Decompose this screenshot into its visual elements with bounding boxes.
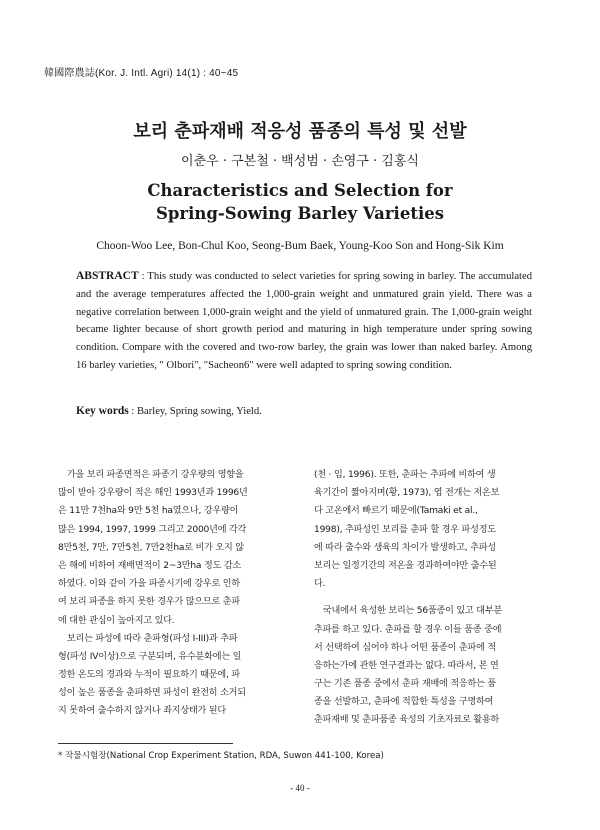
page-number: - 40 -: [290, 783, 310, 793]
body-line: 지 못하여 출수하지 않거나 좌지상태가 된다: [58, 706, 226, 717]
footnote-divider: [58, 743, 233, 744]
body-line: (천 · 임, 1996). 또한, 춘파는 추파에 비하여 생: [314, 470, 496, 480]
body-line: 에 대한 관심이 높아지고 있다.: [58, 615, 175, 626]
body-right-column: [314, 466, 550, 730]
keywords-text: : Barley, Spring sowing, Yield.: [128, 406, 262, 417]
journal-header: 韓國際農誌(Kor. J. Intl. Agri) 14(1) : 40~45: [44, 68, 239, 79]
body-line: 성이 높은 품종을 춘파하면 파성이 완전히 소거되: [58, 688, 246, 699]
body-line: 구는 기존 품종 중에서 춘파 재배에 적응하는 품: [314, 679, 496, 690]
english-title: [0, 179, 600, 225]
body-line: 춘파재배 및 춘파품종 육성의 기초자료로 활용하: [314, 715, 500, 726]
body-line: 많은 1994, 1997, 1999 그리고 2000년에 각각: [58, 524, 247, 535]
english-title-line-2: Spring-Sowing Barley Varieties: [155, 204, 444, 223]
body-line: 8만5천, 7만, 7만5천, 7만2천ha로 비가 오지 않: [58, 542, 244, 553]
body-line: 형(파성 IV이상)으로 구분되며, 유수분화에는 일: [58, 651, 242, 662]
korean-title: 보리 춘파재배 적응성 품종의 특성 및 선발: [133, 121, 467, 142]
body-line: 가을 보리 파종면적은 파종기 강우량의 영향을: [58, 470, 244, 480]
body-line: 종을 선발하고, 춘파에 적합한 특성을 구명하여: [314, 697, 494, 708]
footnote: * 작물시험장(National Crop Experiment Station, RDA, Suwon 441-100, Korea): [58, 751, 384, 761]
keywords-label: Key words: [76, 405, 129, 417]
body-line: 보리는 파성에 따라 춘파형(파성 I-III)과 추파: [58, 633, 238, 644]
body-line: 정한 온도의 경과와 누적이 필요하기 때문에, 파: [58, 670, 240, 681]
paragraph-gap: [314, 593, 550, 602]
body-line: 다 고온에서 빠르기 때문에(Tamaki et al.,: [314, 506, 478, 517]
body-line: 응하는가에 관한 연구결과는 없다. 따라서, 본 연: [314, 660, 499, 671]
body-line: 서 선택하여 심어야 하나 어떤 품종이 춘파에 적: [314, 642, 496, 653]
keywords: [76, 405, 262, 417]
abstract-text: : This study was conducted to select varieties for spring sowing in barley. The accumulated and the average temperatures affected the 1,000-grain weight and unmatured grain yield. There was a negative correlation between 1,000-grain weight and the yield of unmatured grain. The 1,000-grain weight became lighter because of short growth period and maturing in high temperature under spring sowing condition. Compare with the covered and two-row barley, the grain was lower than naked barley. Among 16 barley varieties, " Olbori", "Sacheon6" were well adapted to spring sowing condition.: [76, 271, 532, 371]
korean-authors: 이춘우 · 구본철 · 백성범 · 손영구 · 김홍식: [181, 154, 419, 169]
english-authors: Choon-Woo Lee, Bon-Chul Koo, Seong-Bum Baek, Young-Koo Son and Hong-Sik Kim: [96, 240, 504, 252]
body-line: 육기간이 짧아지며(황, 1973), 엽 전개는 저온보: [314, 488, 500, 499]
body-line: 1998), 추파성인 보리를 춘파 할 경우 파성정도: [314, 524, 496, 535]
body-line: 에 따라 출수와 생육의 차이가 발생하고, 추파성: [314, 542, 496, 553]
abstract-label: ABSTRACT: [76, 270, 139, 282]
english-title-line-1: Characteristics and Selection for: [147, 181, 453, 200]
body-line: 다.: [314, 579, 326, 590]
body-line: 많이 받아 강우량이 적은 해인 1993년과 1996년: [58, 488, 248, 499]
body-line: 국내에서 육성한 보리는 56품종이 있고 대부분: [314, 606, 503, 617]
body-line: 보리는 일정기간의 저온을 경과하여야만 출수된: [314, 560, 497, 571]
body-left-column: [58, 466, 292, 721]
body-line: 하였다. 이와 같이 가을 파종시기에 강우로 인하: [58, 579, 240, 590]
body-line: 추파를 하고 있다. 춘파를 할 경우 이들 품종 중에: [314, 624, 502, 635]
body-line: 은 해에 비하여 재배면적이 2~3만ha 정도 감소: [58, 560, 242, 571]
body-line: 여 보리 파종을 하지 못한 경우가 많으므로 춘파: [58, 597, 240, 608]
body-line: 은 11만 7천ha와 9만 5천 ha였으나, 강우량이: [58, 506, 239, 517]
abstract: [76, 268, 532, 375]
